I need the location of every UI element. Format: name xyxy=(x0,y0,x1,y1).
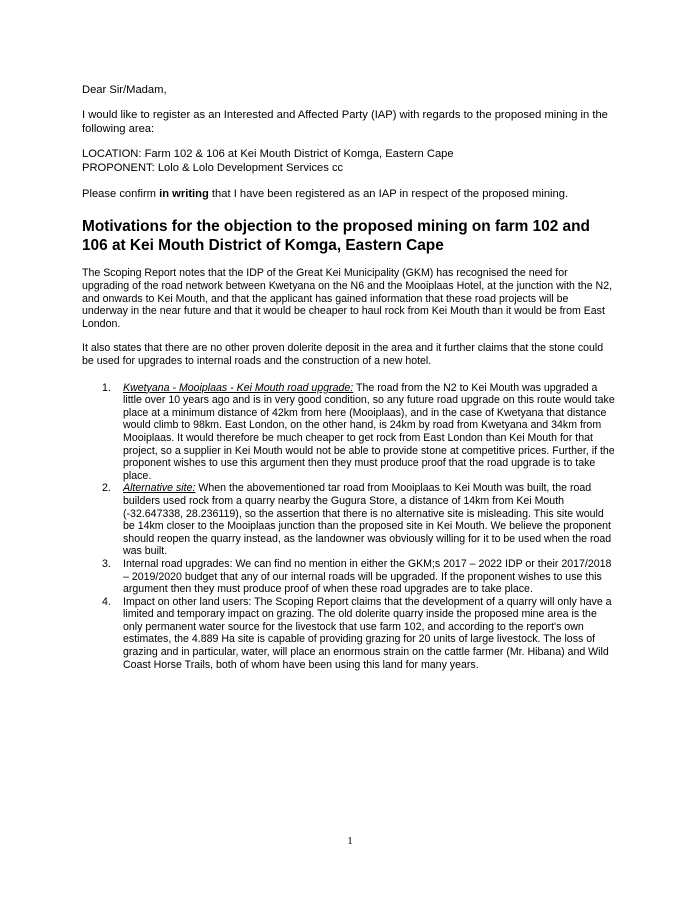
location-line: LOCATION: Farm 102 & 106 at Kei Mouth District of Komga, Eastern Cape xyxy=(82,148,454,161)
intro-paragraph: I would like to register as an Interested and Affected Party (IAP) with regards to the proposed mining in the following area: xyxy=(82,109,608,135)
list-item-number: 2. xyxy=(102,482,111,495)
list-item-text: Internal road upgrades: We can find no mention in either the GKM;s 2017 – 2022 IDP or their 2017/2018 – 2019/2020 budget that any of our internal roads will be upgraded. If the proponent wishes to use this argument then they must produce proof of when these road upgrades are to take place. xyxy=(123,557,612,596)
list-item xyxy=(82,482,617,558)
dolerite-paragraph: It also states that there are no other proven dolerite deposit in the area and it further claims that the stone could be used for upgrades to internal roads and the construction of a new hotel. xyxy=(82,342,604,367)
confirm-paragraph xyxy=(82,188,617,201)
list-item-text: The road from the N2 to Kei Mouth was upgraded a little over 10 years ago and is in very good condition, so any future road upgrade on this route would take place at a minimum distance of 42km from here (Mooiplaas), and in the case of Kwetyana that distance would climb to 98km. East London, on the other hand, is 24km by road from Kwetyana and 34km from Mooiplaas. It would therefore be much cheaper to get rock from East London than Kei Mouth for that project, so a supplier in Kei Mouth would not be able to provide stone at competitive prices. Further, if the proponent wishes to use this argument then they must produce proof that the road upgrade is to take place. xyxy=(123,381,615,482)
list-item-number: 1. xyxy=(102,381,111,394)
list-item xyxy=(82,596,617,672)
scoping-paragraph: The Scoping Report notes that the IDP of the Great Kei Municipality (GKM) has recognised the need for upgrading of the road network between Kwetyana on the N6 and the Mooiplaas Hotel, at the junction with the N2, and onwards to Kei Mouth, and that the applicant has gained information that these road projects will be underway in the near future and that it would be cheaper to haul rock from Kei Mouth than it would be from East London. xyxy=(82,267,613,330)
section-heading: Motivations for the objection to the proposed mining on farm 102 and 106 at Kei Mouth District of Komga, Eastern Cape xyxy=(82,218,590,254)
list-item-text: When the abovementioned tar road from Mooiplaas to Kei Mouth was built, the road builders used rock from a quarry nearby the Gugura Store, a distance of 14km from Kei Mouth (-32.647338, 28.236119), so the assertion that there is no alternative site is misleading. This site would be 14km closer to the Mooiplaas junction than the proposed site in Kei Mouth. We believe the proponent should reopen the quarry instead, as the landowner was obviously willing for it to be used when the road was built. xyxy=(123,482,612,558)
objection-list xyxy=(82,382,617,672)
list-item-heading: Alternative site: xyxy=(123,482,196,495)
page-number: 1 xyxy=(347,835,353,847)
confirm-emphasis: in writing xyxy=(159,188,209,201)
list-item-text: Impact on other land users: The Scoping Report claims that the development of a quarry will only have a limited and temporary impact on grazing. The old dolerite quarry inside the proposed mine area is the only permanent water source for the livestock that use farm 102, and according to the report's own estimates, the 4.889 Ha site is capable of providing grazing for 20 units of large livestock. The loss of grazing and in particular, water, will place an enormous strain on the cattle farmer (Mr. Hibana) and Wild Coast Horse Trails, both of whom have been using this land for many years. xyxy=(123,595,612,671)
list-item xyxy=(82,382,617,483)
list-item-number: 3. xyxy=(102,557,111,570)
confirm-text-end: that I have been registered as an IAP in respect of the proposed mining. xyxy=(208,188,569,201)
list-item-heading: Kwetyana - Mooiplaas - Kei Mouth road upgrade: xyxy=(123,381,354,394)
list-item-number: 4. xyxy=(102,595,111,608)
confirm-text-start: Please confirm xyxy=(82,188,160,201)
letter-body xyxy=(82,84,617,671)
list-item xyxy=(82,558,617,596)
salutation: Dear Sir/Madam, xyxy=(82,84,167,96)
proponent-line: PROPONENT: Lolo & Lolo Development Services cc xyxy=(82,161,344,174)
